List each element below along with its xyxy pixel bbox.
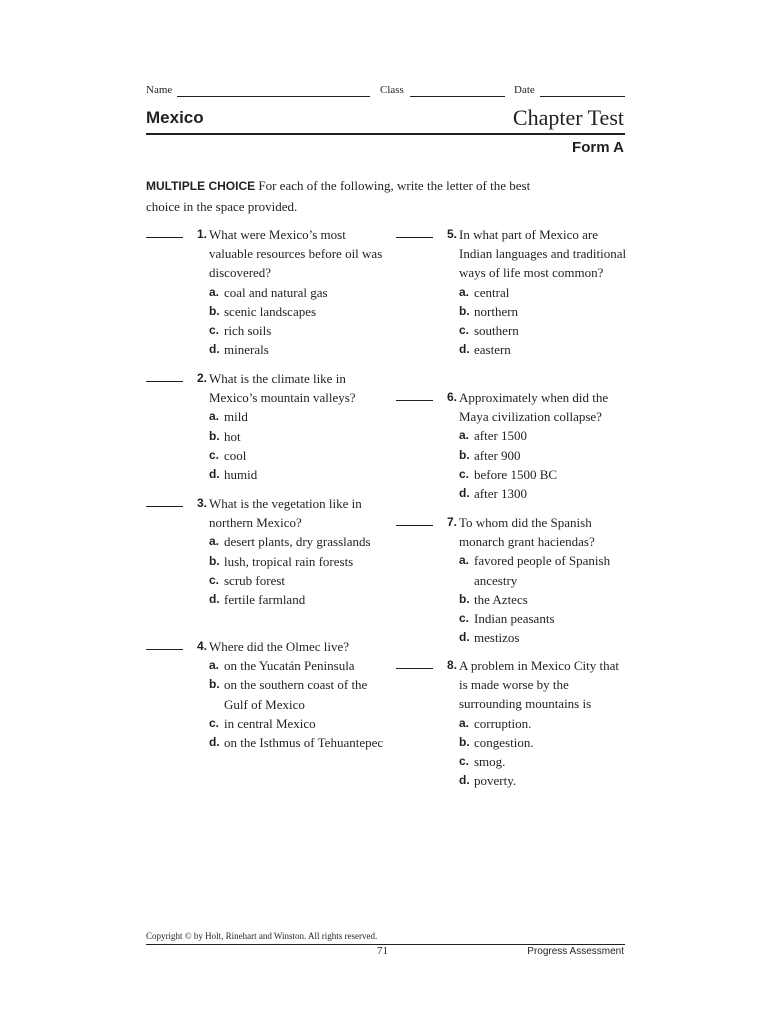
date-label: Date xyxy=(514,84,535,96)
question-stem: In what part of Mexico are Indian languages and traditional ways of life most common? xyxy=(459,227,627,281)
answer-blank[interactable] xyxy=(396,525,433,526)
answer-option xyxy=(209,571,384,590)
answer-blank[interactable] xyxy=(146,506,183,507)
option-text: cool xyxy=(224,447,247,463)
option-text: favored people of Spanish ancestry xyxy=(474,553,611,588)
option-letter: c. xyxy=(209,447,220,462)
option-letter: c. xyxy=(459,466,470,481)
option-letter: b. xyxy=(459,447,470,462)
page-number: 71 xyxy=(377,945,388,957)
answer-blank[interactable] xyxy=(396,237,433,238)
answer-option xyxy=(209,427,384,446)
answer-option xyxy=(459,771,627,790)
answer-option xyxy=(209,714,384,733)
answer-option xyxy=(209,590,384,609)
answer-option xyxy=(209,340,384,359)
question-number: 8. xyxy=(446,658,457,672)
name-blank[interactable] xyxy=(177,96,370,97)
instructions-text: For each of the following, write the letter of the best choice in the space provided. xyxy=(146,178,531,214)
option-text: scrub forest xyxy=(224,572,286,588)
option-text: on the Yucatán Peninsula xyxy=(224,658,355,674)
answer-option xyxy=(459,551,627,589)
question-stem: What is the climate like in Mexico’s mountain valleys? xyxy=(209,371,356,406)
option-text: on the southern coast of the Gulf of Mexico xyxy=(224,677,368,712)
option-text: after 1500 xyxy=(474,428,528,444)
name-label: Name xyxy=(146,84,173,96)
class-field xyxy=(380,84,505,98)
option-text: poverty. xyxy=(474,773,517,789)
question-body xyxy=(209,637,384,752)
option-letter: a. xyxy=(459,553,470,568)
answer-option xyxy=(459,283,627,302)
option-letter: c. xyxy=(459,323,470,338)
option-letter: b. xyxy=(459,303,470,318)
question-stem: What were Mexico’s most valuable resources before oil was discovered? xyxy=(209,227,383,281)
question-number: 3. xyxy=(196,496,207,510)
option-text: before 1500 BC xyxy=(474,466,558,482)
answer-option xyxy=(459,446,627,465)
option-text: in central Mexico xyxy=(224,715,316,731)
option-text: lush, tropical rain forests xyxy=(224,553,354,569)
option-letter: b. xyxy=(209,428,220,443)
date-blank[interactable] xyxy=(540,96,625,97)
option-text: desert plants, dry grasslands xyxy=(224,534,371,550)
answer-blank[interactable] xyxy=(146,237,183,238)
answer-option xyxy=(459,714,627,733)
option-letter: d. xyxy=(209,342,220,357)
question-number: 7. xyxy=(446,515,457,529)
answer-blank[interactable] xyxy=(146,649,183,650)
option-letter: a. xyxy=(459,428,470,443)
option-text: rich soils xyxy=(224,323,272,339)
answer-blank[interactable] xyxy=(146,381,183,382)
question-number: 5. xyxy=(446,227,457,241)
answer-option xyxy=(209,302,384,321)
answer-option xyxy=(459,609,627,628)
option-letter: d. xyxy=(459,342,470,357)
answer-option xyxy=(209,321,384,340)
option-letter: a. xyxy=(209,658,220,673)
option-letter: a. xyxy=(209,409,220,424)
option-letter: d. xyxy=(209,735,220,750)
answer-option xyxy=(459,465,627,484)
question-body xyxy=(209,225,384,359)
form-label: Form A xyxy=(572,139,624,156)
option-letter: c. xyxy=(459,754,470,769)
option-text: on the Isthmus of Tehuantepec xyxy=(224,735,384,751)
option-letter: a. xyxy=(209,284,220,299)
title-rule xyxy=(146,133,625,135)
option-letter: b. xyxy=(209,553,220,568)
name-field xyxy=(146,84,370,98)
option-text: Indian peasants xyxy=(474,611,555,627)
option-letter: b. xyxy=(459,591,470,606)
instructions xyxy=(146,176,546,216)
answer-option xyxy=(209,283,384,302)
question-stem: A problem in Mexico City that is made worse by the surrounding mountains is xyxy=(459,658,619,712)
answer-option xyxy=(209,656,384,675)
option-letter: c. xyxy=(459,611,470,626)
question-stem: Where did the Olmec live? xyxy=(209,639,350,654)
option-text: after 900 xyxy=(474,447,521,463)
option-letter: c. xyxy=(209,572,220,587)
option-letter: d. xyxy=(209,467,220,482)
option-letter: b. xyxy=(209,677,220,692)
option-letter: a. xyxy=(209,534,220,549)
question-number: 1. xyxy=(196,227,207,241)
section-name: Progress Assessment xyxy=(527,946,624,957)
option-text: fertile farmland xyxy=(224,592,306,608)
option-letter: b. xyxy=(209,303,220,318)
answer-option xyxy=(459,340,627,359)
answer-option xyxy=(209,446,384,465)
answer-option xyxy=(459,426,627,445)
answer-option xyxy=(209,675,384,713)
option-letter: d. xyxy=(459,773,470,788)
question-body xyxy=(459,656,627,790)
answer-option xyxy=(459,302,627,321)
option-letter: c. xyxy=(209,715,220,730)
answer-option xyxy=(209,465,384,484)
option-text: humid xyxy=(224,467,258,483)
option-text: scenic landscapes xyxy=(224,303,317,319)
option-letter: d. xyxy=(209,592,220,607)
option-text: hot xyxy=(224,428,241,444)
option-text: minerals xyxy=(224,342,269,358)
answer-option xyxy=(209,552,384,571)
question-stem: To whom did the Spanish monarch grant haciendas? xyxy=(459,515,595,550)
answer-blank[interactable] xyxy=(396,668,433,669)
option-text: southern xyxy=(474,323,519,339)
question-body xyxy=(459,225,627,359)
option-text: corruption. xyxy=(474,715,532,731)
option-text: coal and natural gas xyxy=(224,284,328,300)
option-letter: a. xyxy=(459,284,470,299)
class-blank[interactable] xyxy=(410,96,505,97)
option-text: congestion. xyxy=(474,734,534,750)
option-text: after 1300 xyxy=(474,486,528,502)
answer-option xyxy=(459,752,627,771)
answer-option xyxy=(459,321,627,340)
option-letter: d. xyxy=(459,486,470,501)
option-text: central xyxy=(474,284,510,300)
answer-option xyxy=(459,628,627,647)
date-field xyxy=(514,84,625,98)
option-text: northern xyxy=(474,303,519,319)
option-text: mild xyxy=(224,409,248,425)
option-text: smog. xyxy=(474,754,506,770)
option-letter: c. xyxy=(209,323,220,338)
answer-option xyxy=(209,733,384,752)
option-text: eastern xyxy=(474,342,511,358)
instructions-heading: MULTIPLE CHOICE xyxy=(146,179,256,193)
chapter-name: Mexico xyxy=(146,108,204,127)
question-number: 2. xyxy=(196,371,207,385)
question-body xyxy=(459,388,627,503)
copyright: Copyright © by Holt, Rinehart and Winston. All rights reserved. xyxy=(146,931,378,941)
option-letter: b. xyxy=(459,734,470,749)
option-text: mestizos xyxy=(474,630,520,646)
question-number: 4. xyxy=(196,639,207,653)
option-letter: d. xyxy=(459,630,470,645)
option-text: the Aztecs xyxy=(474,591,528,607)
question-stem: What is the vegetation like in northern Mexico? xyxy=(209,496,362,531)
question-body xyxy=(459,513,627,647)
answer-option xyxy=(459,733,627,752)
test-type: Chapter Test xyxy=(512,105,624,130)
answer-blank[interactable] xyxy=(396,400,433,401)
question-body xyxy=(209,494,384,609)
answer-option xyxy=(209,532,384,551)
question-stem: Approximately when did the Maya civilization collapse? xyxy=(459,390,609,425)
answer-option xyxy=(209,407,384,426)
answer-option xyxy=(459,590,627,609)
class-label: Class xyxy=(380,84,404,96)
question-number: 6. xyxy=(446,390,457,404)
answer-option xyxy=(459,484,627,503)
question-body xyxy=(209,369,384,484)
option-letter: a. xyxy=(459,715,470,730)
